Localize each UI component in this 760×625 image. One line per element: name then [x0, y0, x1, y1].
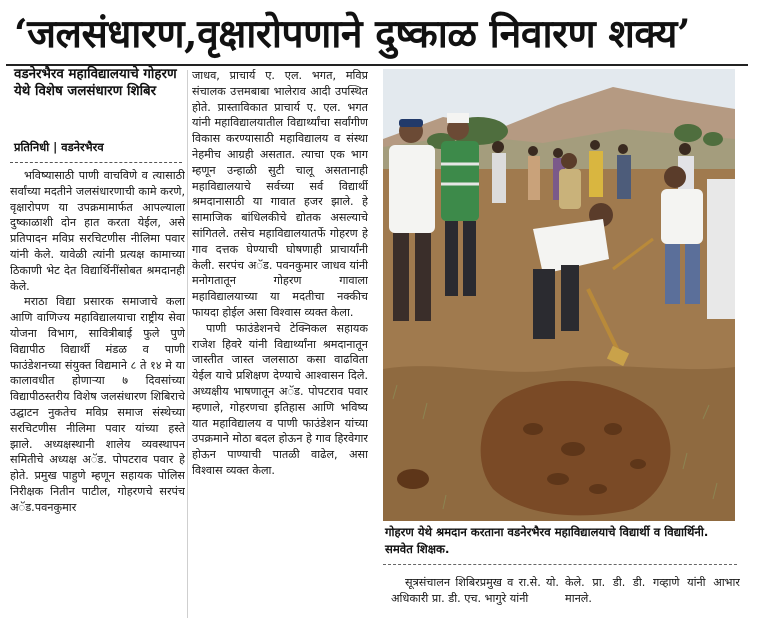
article-paragraph: भविष्यासाठी पाणी वाचविणे व त्यासाठी सर्वांच्या मदतीने जलसंधारणाची कामे करणे, वृक्षारोपण या उपक्रमामार्फत आपल्याला दुष्काळाशी दोन हात करता येईल, असे प्रतिपादन मविप्र सरचिटणीस नीलिमा पवार यांनी केले. यावेळी त्यांनी प्रत्यक्ष कामाच्या ठिकाणी भेट देत विद्यार्थिनींसोबत श्रमदानही केले. — [10, 169, 185, 293]
article-paragraph: मराठा विद्या प्रसारक समाजाचे कला आणि वाणिज्य महाविद्यालयाचा राष्ट्रीय सेवा योजना विभाग, सावित्रीबाई फुले पुणे विद्यापीठ विद्यार्थी मंडळ व पाणी फाउंडेशनच्या संयुक्त विद्यमाने ८ ते १४ मे या कालावधीत होणाऱ्या ७ दिवसांच्या विद्यापीठस्तरीय विशेष जलसंधारण शिबिराचे उद्घाटन नुकतेच मविप्र समाज संस्थेच्या सरचिटणीस नीलिमा पवार यांच्या हस्ते झाले. अध्यक्षस्थानी शालेय व्यवस्थापन समितीचे अध्यक्ष अॅड. पोपटराव पवार हे होते. प्रमुख पाहुणे म्हणून सहायक पोलिस निरीक्षक नितीन पाटील, गोहरणचे सरपंच अॅड.पवनकुमार — [10, 295, 185, 514]
article-column-2 — [192, 68, 368, 618]
article-column-3 — [391, 575, 559, 621]
byline-rule — [10, 162, 182, 163]
article-column-1 — [10, 168, 185, 618]
headline: ‘जलसंधारण,वृक्षारोपणाने दुष्काळ निवारण शक्य’ — [14, 11, 690, 57]
subheadline: वडनेरभैरव महाविद्यालयाचे गोहरण येथे विशेष जलसंधारण शिबिर — [14, 67, 177, 99]
byline: प्रतिनिधी | वडनेरभैरव — [14, 140, 104, 154]
column-divider — [187, 70, 188, 618]
article-paragraph: केले. प्रा. डी. डी. गव्हाणे यांनी आभार मानले. — [565, 576, 740, 605]
photo-illustration — [383, 69, 735, 521]
article-paragraph: जाधव, प्राचार्य ए. एल. भगत, मविप्र संचालक उत्तमबाबा भालेराव आदी उपस्थित होते. प्रास्ताविकात प्राचार्य ए. एल. भगत यांनी महाविद्यालयातील विद्यार्थ्यांचा सर्वांगीण विकास करण्यासाठी महाविद्यालय व संस्था नेहमीच आग्रही असतात. त्याचा एक भाग म्हणून उन्हाळी सुटी चालू असतानाही महाविद्यालयाचे सर्वच्या सर्व विद्यार्थी श्रमदानासाठी या गावात हजर झाले. हे सामाजिक बांधिलकीचे द्योतक असल्याचे सांगितले. तसेच महाविद्यालयातर्फे गोहरण हे गाव दत्तक घेण्याची घोषणाही प्राचार्यांनी केली. सरपंच अॅड. पवनकुमार जाधव यांनी मनोगतातून गोहरण गावाला महाविद्यालयाच्या या मदतीचा नक्कीच फायदा होईल असा विश्वास व्यक्त केला. — [192, 69, 368, 319]
caption-rule — [383, 564, 737, 565]
article-column-4 — [565, 575, 740, 621]
article-paragraph: सूत्रसंचालन शिबिरप्रमुख व रा.से. यो. अधिकारी प्रा. डी. एच. भागुरे यांनी — [391, 576, 559, 605]
article-paragraph: पाणी फाउंडेशनचे टेक्निकल सहायक राजेश हिवरे यांनी विद्यार्थ्यांना श्रमदानातून जास्तीत जास्त जलसाठा कसा वाढविता येईल याचे प्रशिक्षण देण्याचे आश्वासन दिले. अध्यक्षीय भाषणातून अॅड. पोपटराव पवार म्हणाले, गोहरणचा इतिहास आणि भविष्य यात महाविद्यालय व पाणी फाउंडेशन यांच्या उपक्रमाने मोठा बदल होऊन हे गाव हिरवेगार होऊन पाण्याची पातळी वाढेल, असा विश्वास व्यक्त केला. — [192, 321, 368, 477]
news-photo — [383, 69, 735, 521]
photo-caption: गोहरण येथे श्रमदान करताना वडनेरभैरव महाविद्यालयाचे विद्यार्थी व विद्यार्थिनी. समवेत शिक्षक. — [385, 525, 709, 556]
